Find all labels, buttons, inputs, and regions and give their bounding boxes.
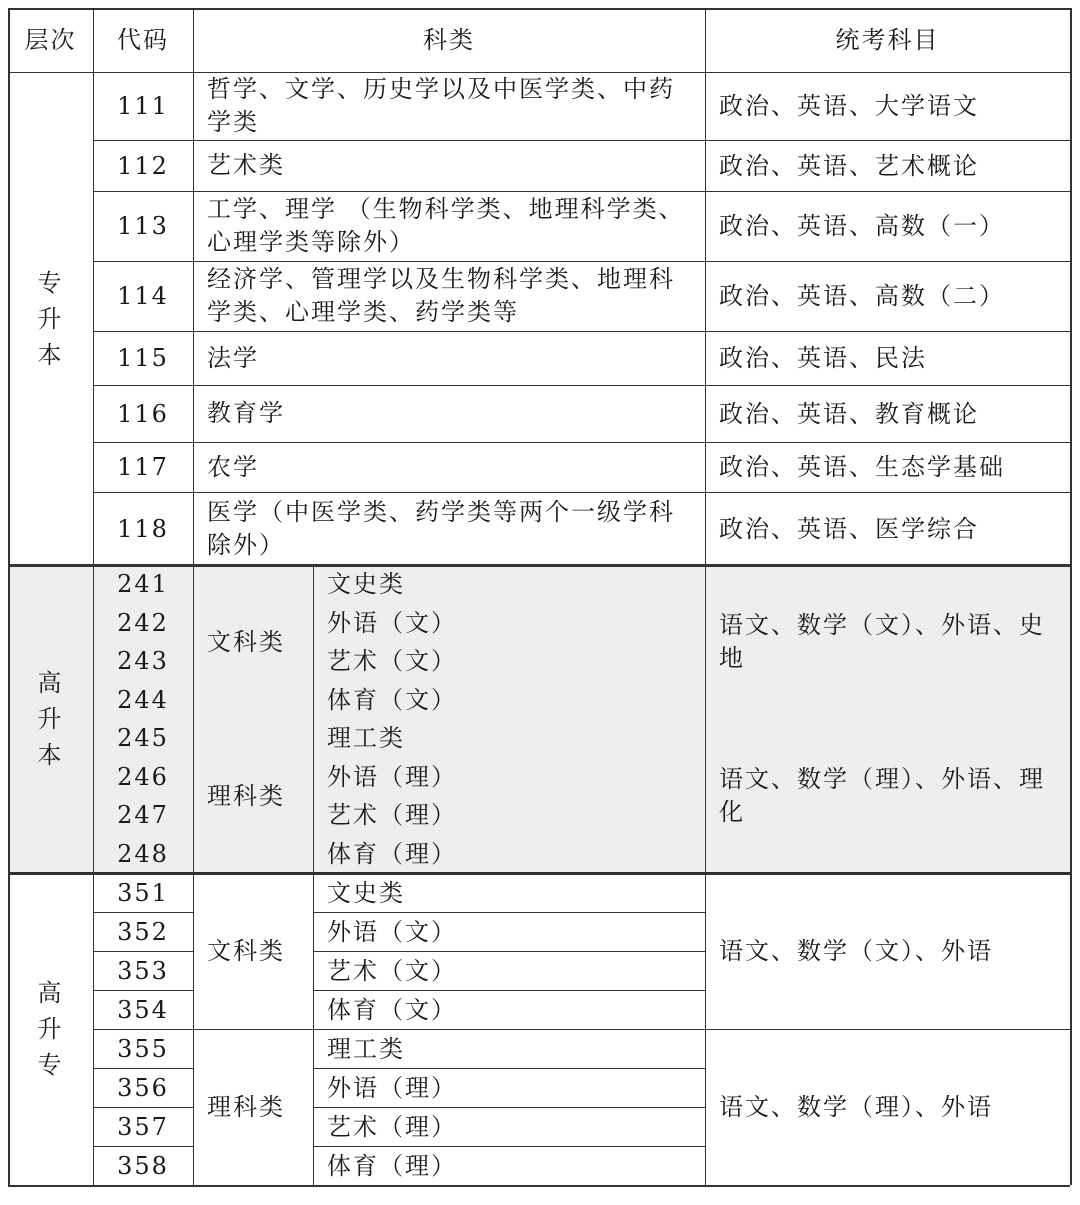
rule-line	[705, 8, 706, 1185]
code-cell: 112	[117, 151, 169, 180]
code-cell: 354	[117, 995, 169, 1024]
rule-line	[8, 564, 1070, 567]
group-cell: 理科类	[207, 1093, 285, 1121]
code-cell: 351	[117, 878, 169, 907]
category-cell: 农学	[207, 452, 259, 481]
category-cell: 外语（文）	[327, 917, 457, 946]
subjects-cell: 语文、数学（文）、外语	[719, 936, 993, 965]
level-cell-zsb	[8, 72, 93, 565]
level-cell-2	[8, 873, 93, 1185]
subjects-cell: 政治、英语、医学综合	[719, 514, 979, 543]
group-cell: 文科类	[207, 937, 285, 965]
level-char: 本	[37, 340, 64, 369]
category-cell: 外语（文）	[313, 604, 705, 643]
code-cell: 118	[117, 514, 169, 543]
level-char: 高	[37, 979, 64, 1007]
code-cell: 248	[93, 835, 193, 874]
rule-line	[8, 872, 1070, 875]
header-level: 层次	[24, 26, 77, 54]
group-cell: 文科类	[193, 565, 313, 719]
subjects-cell: 语文、数学（理）、外语	[719, 1092, 993, 1121]
subjects-cell: 政治、英语、生态学基础	[719, 453, 1005, 481]
code-cell: 358	[117, 1151, 169, 1180]
category-cell: 文史类	[327, 878, 405, 907]
header-code: 代码	[117, 26, 169, 54]
category-cell: 外语（理）	[327, 1073, 457, 1102]
level-char: 升	[37, 1015, 64, 1043]
code-cell: 241	[93, 565, 193, 604]
rule-line	[8, 8, 10, 1185]
level-char: 高	[37, 669, 64, 697]
code-cell: 113	[117, 212, 169, 240]
table-grid	[8, 8, 1070, 1196]
code-cell: 115	[117, 344, 169, 372]
category-cell: 艺术（理）	[327, 1112, 457, 1141]
category-cell: 艺术类	[207, 151, 285, 179]
code-cell: 243	[93, 642, 193, 681]
code-cell: 355	[117, 1034, 169, 1063]
rule-line	[8, 72, 1070, 73]
subjects-cell: 语文、数学（理）、外语、理化	[705, 719, 1070, 873]
code-cell: 247	[93, 796, 193, 835]
rule-line	[193, 8, 194, 565]
subjects-cell: 政治、英语、教育概论	[719, 399, 979, 428]
header-subjects: 统考科目	[835, 26, 940, 54]
code-cell: 246	[93, 758, 193, 797]
category-cell: 体育（文）	[327, 995, 457, 1024]
subjects-cell: 政治、英语、民法	[719, 344, 927, 372]
code-cell: 117	[117, 453, 169, 481]
subjects-cell: 政治、英语、高数（一）	[719, 212, 1005, 240]
level-char: 专	[37, 268, 64, 297]
category-cell: 教育学	[207, 399, 285, 427]
code-cell: 357	[117, 1112, 169, 1141]
code-cell: 356	[117, 1073, 169, 1102]
category-cell: 法学	[207, 343, 259, 372]
subjects-cell: 政治、英语、艺术概论	[719, 151, 979, 180]
category-cell: 哲学、文学、历史学以及中医学类、中药学类	[207, 75, 675, 136]
rule-line	[193, 873, 194, 1185]
code-cell: 353	[117, 956, 169, 985]
group-cell: 理科类	[193, 719, 313, 873]
code-cell: 111	[117, 92, 169, 120]
category-cell: 经济学、管理学以及生物科学类、地理科学类、心理学类、药学类等	[207, 265, 675, 326]
level-char: 本	[37, 741, 64, 769]
subjects-cell: 政治、英语、高数（二）	[719, 282, 1005, 310]
rule-line	[8, 1185, 1070, 1187]
category-cell: 艺术（文）	[313, 642, 705, 681]
level-char: 专	[37, 1051, 64, 1079]
level-char: 升	[37, 304, 64, 333]
category-cell: 体育（理）	[327, 1151, 457, 1180]
category-cell: 医学（中医学类、药学类等两个一级学科除外）	[207, 497, 675, 559]
rule-line	[313, 873, 314, 1185]
rule-line	[1070, 8, 1072, 1185]
code-cell: 352	[117, 917, 169, 946]
category-cell: 外语（理）	[313, 758, 705, 797]
rule-line	[313, 565, 314, 873]
category-cell: 文史类	[313, 565, 705, 604]
exam-subjects-table	[8, 8, 1070, 1196]
code-cell: 242	[93, 604, 193, 643]
category-cell: 艺术（理）	[313, 796, 705, 835]
code-cell: 114	[117, 282, 169, 310]
code-cell: 116	[117, 399, 169, 428]
header-category: 科类	[423, 26, 475, 54]
rule-line	[193, 565, 194, 873]
rule-line	[93, 8, 94, 1185]
category-cell: 理工类	[327, 1034, 405, 1063]
level-char: 升	[37, 705, 64, 733]
category-cell: 体育（文）	[313, 681, 705, 720]
level-cell-1	[8, 565, 93, 873]
rule-line	[8, 8, 1070, 10]
code-cell: 244	[93, 681, 193, 720]
code-cell: 245	[93, 719, 193, 758]
category-cell: 体育（理）	[313, 835, 705, 874]
category-cell: 工学、理学 （生物科学类、地理科学类、心理学类等除外）	[207, 195, 685, 256]
subjects-cell: 政治、英语、大学语文	[719, 92, 979, 120]
category-cell: 艺术（文）	[327, 956, 457, 985]
category-cell: 理工类	[313, 719, 705, 758]
subjects-cell: 语文、数学（文）、外语、史地	[705, 565, 1070, 719]
